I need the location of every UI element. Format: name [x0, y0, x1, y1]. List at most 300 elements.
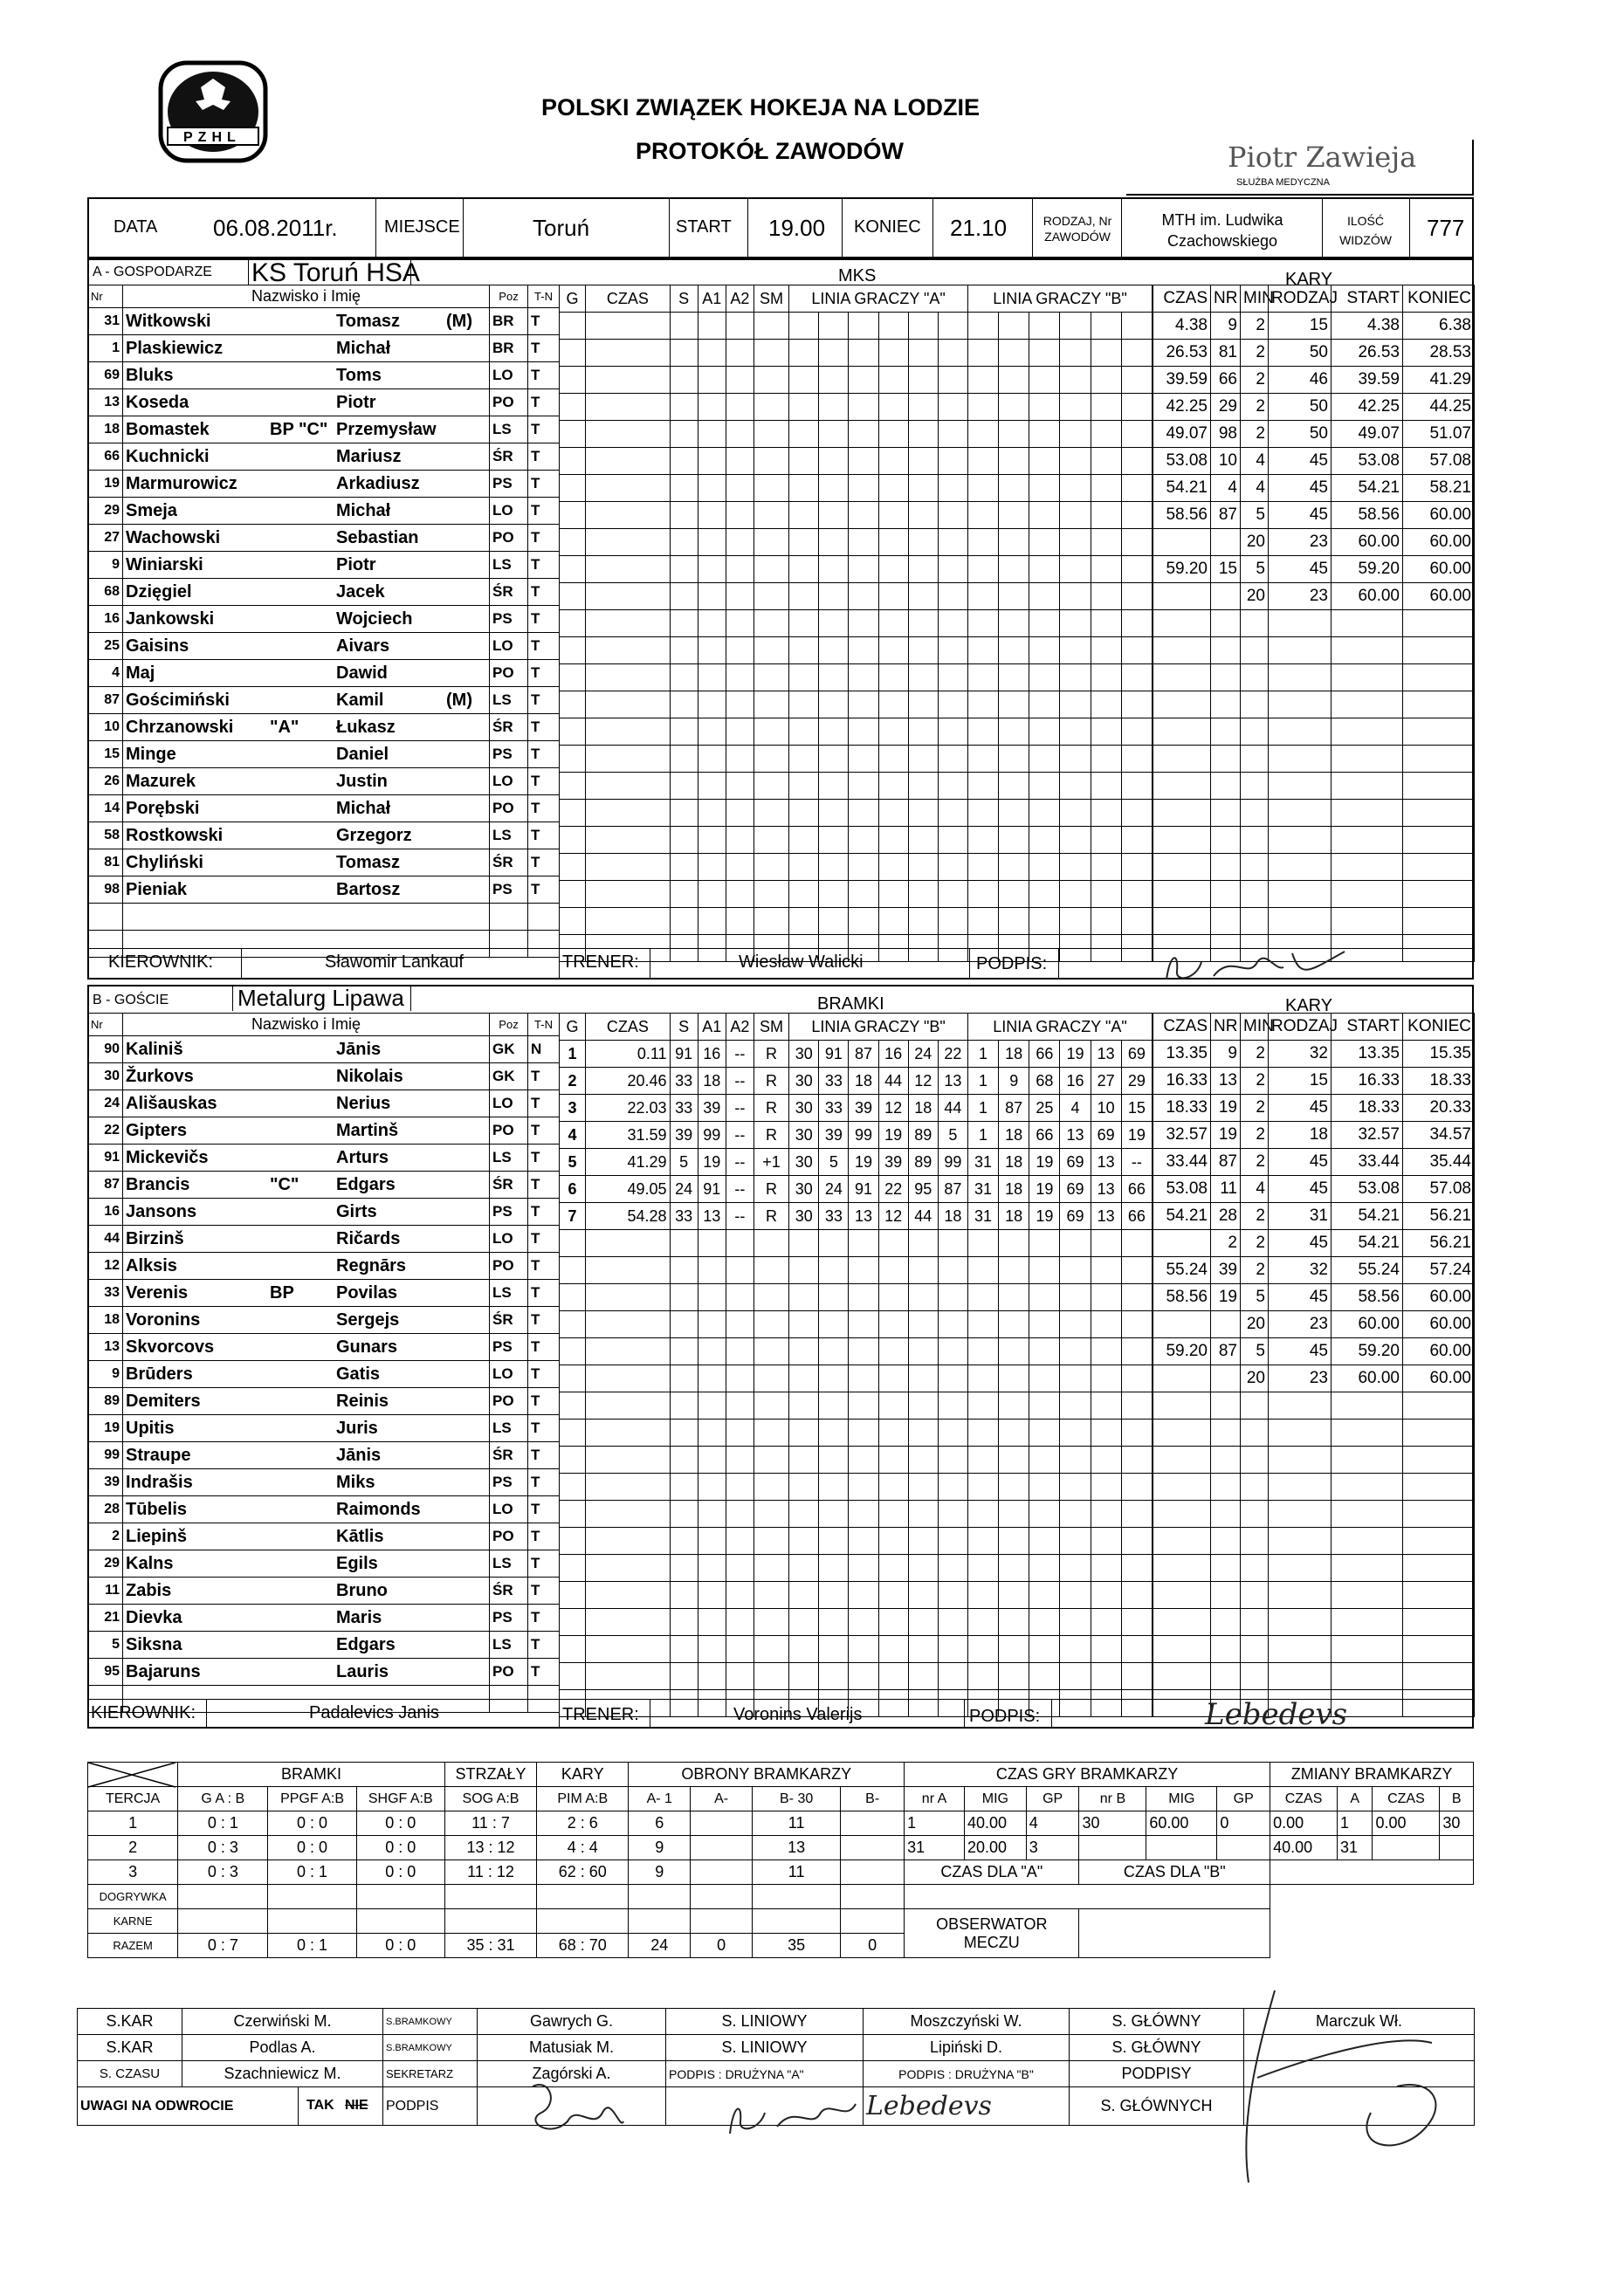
- team-a-player-mark: BP "C": [270, 419, 328, 439]
- team-a-goal-empty: [849, 448, 878, 475]
- team-b-pen-empty: [1332, 1609, 1403, 1636]
- team-a-goal-empty: [849, 610, 878, 637]
- team-b-goal-empty: [1121, 1636, 1152, 1663]
- team-a-pen-empty: [1153, 746, 1211, 773]
- team-b-goal-empty: [560, 1555, 586, 1582]
- team-b-penalty-row: [1153, 1474, 1475, 1501]
- team-a-goal-row: [560, 583, 1153, 610]
- team-a-goal-empty: [726, 502, 754, 529]
- team-a-goal-empty: [726, 340, 754, 367]
- team-a-goal-empty: [670, 881, 698, 908]
- team-b-goal-empty: [967, 1474, 998, 1501]
- team-a-empty-cell: [490, 931, 528, 958]
- team-b-pen-empty: [1153, 1609, 1211, 1636]
- team-b-col-poz: Poz: [490, 1014, 528, 1036]
- team-a-pen-min: 20: [1241, 583, 1269, 610]
- team-a-goal-empty: [999, 313, 1029, 340]
- team-a-goal-empty: [586, 367, 670, 394]
- team-b-goal-empty: [819, 1501, 849, 1528]
- team-a-pen-col-czas: CZAS: [1153, 285, 1211, 313]
- team-b-player-last: Bajaruns: [126, 1661, 201, 1681]
- team-a-goal-empty: [789, 637, 819, 664]
- pzhl-logo: [155, 59, 271, 164]
- team-b-player-poz: LS: [490, 1145, 528, 1172]
- team-a-goal-empty: [1029, 475, 1060, 502]
- team-b-goal-empty: [819, 1420, 849, 1447]
- team-a-pen-empty: [1241, 610, 1269, 637]
- team-b-goal-empty: [908, 1555, 938, 1582]
- team-a-goal-row: [560, 691, 1153, 718]
- team-a-pen-koniec: 41.29: [1403, 367, 1475, 394]
- team-b-pen-empty: [1153, 1447, 1211, 1474]
- team-a-player-row: [88, 525, 560, 552]
- team-b-goal-g: 5: [560, 1149, 586, 1176]
- team-b-goal-empty: [819, 1284, 849, 1311]
- team-b-goal-empty: [726, 1555, 754, 1582]
- team-a-goal-empty: [938, 800, 967, 827]
- team-a-pen-empty: [1332, 908, 1403, 935]
- team-a-penalty-row: [1153, 881, 1475, 908]
- team-b-penalty-row: [1153, 1068, 1475, 1095]
- team-b-goal-empty: [908, 1447, 938, 1474]
- team-a-pen-empty: [1211, 854, 1241, 881]
- team-a-player-first: Wojciech: [336, 608, 413, 629]
- team-b-goal-empty: [1091, 1230, 1121, 1257]
- team-b-pen-empty: [1332, 1501, 1403, 1528]
- team-b-goal-empty: [1091, 1311, 1121, 1338]
- team-a-pen-start: 58.56: [1332, 502, 1403, 529]
- team-b-goal-empty: [1060, 1528, 1091, 1555]
- team-b-goal-line-a: 91: [819, 1041, 849, 1068]
- team-b-player-first: Ričards: [336, 1228, 401, 1248]
- team-a-goal-empty: [938, 773, 967, 800]
- team-a-goal-empty: [908, 313, 938, 340]
- team-a-penalties: [1153, 285, 1475, 962]
- team-a-goal-empty: [726, 448, 754, 475]
- team-b-goal-empty: [670, 1392, 698, 1420]
- team-a-goal-empty: [1091, 773, 1121, 800]
- team-b-player-nr: 9: [88, 1361, 123, 1388]
- team-a-pen-empty: [1241, 691, 1269, 718]
- team-b-goal-line-a: 30: [789, 1149, 819, 1176]
- team-a-goal-empty: [698, 421, 726, 448]
- team-b-player-poz: LO: [490, 1361, 528, 1388]
- team-a-goal-empty: [908, 529, 938, 556]
- team-b-pen-empty: [1211, 1609, 1241, 1636]
- team-b-goal-empty: [967, 1420, 998, 1447]
- team-b-goal-empty: [789, 1420, 819, 1447]
- team-b-goal-empty: [698, 1609, 726, 1636]
- team-b-player-name: [123, 1632, 490, 1659]
- team-a-pen-col-rodzaj: RODZAJ: [1269, 285, 1332, 313]
- s-czasu-label: S. CZASU: [78, 2061, 182, 2087]
- team-a-goal-empty: [819, 800, 849, 827]
- team-a-goal-empty: [789, 313, 819, 340]
- team-b-goal-row: [560, 1636, 1153, 1663]
- team-b-goal-empty: [670, 1230, 698, 1257]
- team-a-goal-empty: [754, 854, 788, 881]
- team-b-player-name: [123, 1199, 490, 1226]
- team-b-pen-empty: [1269, 1392, 1332, 1420]
- team-a-goal-empty: [754, 448, 788, 475]
- team-a-goal-empty: [789, 854, 819, 881]
- team-a-goal-empty: [878, 448, 908, 475]
- team-a-goal-empty: [670, 610, 698, 637]
- team-b-col-name: Nazwisko i Imię: [123, 1014, 490, 1036]
- team-b-goal-empty: [670, 1257, 698, 1284]
- team-a-goal-empty: [967, 313, 998, 340]
- team-a-goal-empty: [1060, 908, 1091, 935]
- team-b-goal-empty: [754, 1338, 788, 1365]
- team-b-penalty-row: [1153, 1528, 1475, 1555]
- team-b-player-first: Reinis: [336, 1391, 389, 1411]
- summary-sh: 0 : 0: [356, 1860, 444, 1885]
- s-kar-2: Podlas A.: [182, 2035, 383, 2061]
- team-b-player-tn: T: [528, 1090, 560, 1117]
- summary-sog: 35 : 31: [444, 1934, 536, 1958]
- team-a-goal-empty: [999, 394, 1029, 421]
- team-a-goal-empty: [1091, 448, 1121, 475]
- team-a-player-first: Piotr: [336, 554, 376, 574]
- team-b-goal-empty: [726, 1311, 754, 1338]
- team-a-goal-empty: [967, 854, 998, 881]
- org-title: POLSKI ZWIĄZEK HOKEJA NA LODZIE: [541, 94, 981, 120]
- team-b-pen-empty: [1332, 1447, 1403, 1474]
- team-a-player-m: (M): [446, 311, 472, 331]
- team-b-pen-col-nr: NR: [1211, 1014, 1241, 1041]
- team-b-goal-empty: [999, 1392, 1029, 1420]
- start-value: 19.00: [768, 215, 826, 241]
- team-a-player-name: [123, 579, 490, 606]
- team-b-goal-empty: [789, 1284, 819, 1311]
- team-b-goal-empty: [560, 1257, 586, 1284]
- summary-sub-nrA: nr A: [905, 1787, 965, 1811]
- team-a-goal-empty: [754, 827, 788, 854]
- team-b-pen-empty: [1211, 1392, 1241, 1420]
- gk-change-c1: 40.00: [1270, 1836, 1338, 1860]
- team-b-pen-czas: 13.35: [1153, 1041, 1211, 1068]
- team-a-goal-empty: [1060, 313, 1091, 340]
- team-b-goal-empty: [849, 1420, 878, 1447]
- team-b-goal-empty: [1060, 1338, 1091, 1365]
- team-b-player-poz: LS: [490, 1550, 528, 1578]
- team-b-pen-koniec: 57.24: [1403, 1257, 1475, 1284]
- team-b-pen-empty: [1269, 1474, 1332, 1501]
- summary-ob2: [841, 1836, 905, 1860]
- team-a-goal-empty: [819, 421, 849, 448]
- team-a-player-first: Michał: [336, 338, 391, 358]
- team-b-goal-empty: [938, 1338, 967, 1365]
- team-b-goal-empty: [849, 1365, 878, 1392]
- team-b-goal-empty: [1060, 1365, 1091, 1392]
- team-b-goal-g: 6: [560, 1176, 586, 1203]
- team-a-pen-rodzaj: 23: [1269, 583, 1332, 610]
- team-b-goal-a2: --: [726, 1122, 754, 1149]
- team-a-pen-empty: [1269, 691, 1332, 718]
- summary-sub-pim: PIM A:B: [537, 1787, 629, 1811]
- team-a-goal-empty: [560, 746, 586, 773]
- team-b-goal-a1: 39: [698, 1095, 726, 1122]
- team-b-goal-empty: [560, 1663, 586, 1690]
- summary-ob1: [753, 1909, 841, 1934]
- team-b-player-poz: ŚR: [490, 1172, 528, 1199]
- team-a-goal-empty: [938, 908, 967, 935]
- team-a-player-nr: 66: [88, 443, 123, 471]
- team-b-pen-czas: 55.24: [1153, 1257, 1211, 1284]
- team-b-player-tn: T: [528, 1469, 560, 1496]
- team-b-player-last: Alksis: [126, 1255, 177, 1275]
- team-b-player-nr: 2: [88, 1523, 123, 1550]
- team-b-goal-empty: [754, 1582, 788, 1609]
- sekretarz-label: SEKRETARZ: [383, 2061, 478, 2087]
- team-b-pen-czas: 58.56: [1153, 1284, 1211, 1311]
- team-a-goal-empty: [878, 583, 908, 610]
- team-b-goal-a2: --: [726, 1149, 754, 1176]
- team-a-goal-empty: [789, 746, 819, 773]
- team-b-player-nr: 21: [88, 1605, 123, 1632]
- team-b-player-last: Verenis: [126, 1282, 189, 1303]
- team-a-pen-czas: 53.08: [1153, 448, 1211, 475]
- team-b-goal-empty: [789, 1636, 819, 1663]
- team-a-goal-empty: [1091, 881, 1121, 908]
- team-b-goal-empty: [967, 1365, 998, 1392]
- team-b-goal-line-b: 10: [1091, 1095, 1121, 1122]
- team-b-pen-koniec: 60.00: [1403, 1338, 1475, 1365]
- team-b-goal-line-b: 68: [1029, 1068, 1060, 1095]
- team-a-player-last: Wachowski: [126, 527, 221, 547]
- team-b-manager: Padalevics Janis: [309, 1703, 439, 1722]
- team-a-goal-empty: [1029, 313, 1060, 340]
- team-a-goal-empty: [849, 556, 878, 583]
- team-a-player-first: Tomasz: [336, 852, 400, 872]
- team-a-goal-empty: [967, 664, 998, 691]
- team-b-pen-koniec: 56.21: [1403, 1230, 1475, 1257]
- team-a-goal-empty: [878, 610, 908, 637]
- team-a-penalty-row: [1153, 502, 1475, 529]
- team-a-player-last: Winiarski: [126, 554, 203, 574]
- team-a-pen-czas: 54.21: [1153, 475, 1211, 502]
- team-a-goal-empty: [586, 556, 670, 583]
- team-a-player-first: Dawid: [336, 663, 388, 683]
- team-a-goal-empty: [560, 827, 586, 854]
- team-b-goal-line-a: 39: [849, 1095, 878, 1122]
- team-a-goal-empty: [560, 718, 586, 746]
- team-b-pen-col-czas: CZAS: [1153, 1014, 1211, 1041]
- team-b-goal-empty: [938, 1392, 967, 1420]
- team-b-pen-czas: [1153, 1311, 1211, 1338]
- team-b-goal-col-line-b: LINIA GRACZY "A": [967, 1014, 1152, 1041]
- team-a-goal-empty: [789, 908, 819, 935]
- team-b-goal-empty: [1121, 1690, 1152, 1717]
- team-a-player-nr: 69: [88, 362, 123, 389]
- team-a-goal-empty: [1121, 854, 1152, 881]
- team-b-goal-empty: [967, 1636, 998, 1663]
- sekretarz: Zagórski A.: [478, 2061, 666, 2087]
- team-a-pen-empty: [1332, 827, 1403, 854]
- team-a-pen-nr: 15: [1211, 556, 1241, 583]
- team-a-player-poz: LO: [490, 362, 528, 389]
- gk-time-empty: [905, 1885, 1270, 1909]
- team-a-pen-czas: [1153, 583, 1211, 610]
- team-a-pen-empty: [1403, 854, 1475, 881]
- team-b-player-first: Juris: [336, 1418, 378, 1438]
- team-b-goal-row: [560, 1555, 1153, 1582]
- team-a-pen-empty: [1153, 637, 1211, 664]
- team-b-goal-empty: [670, 1338, 698, 1365]
- team-a-player-last: Plaskiewicz: [126, 338, 224, 358]
- summary-ob1: 11: [753, 1860, 841, 1885]
- team-a-goal-empty: [789, 367, 819, 394]
- team-a-goal-empty: [967, 610, 998, 637]
- team-a-pen-empty: [1332, 664, 1403, 691]
- team-a-goal-empty: [938, 718, 967, 746]
- team-a-goal-empty: [849, 664, 878, 691]
- team-b-goal-row: [560, 1041, 1153, 1068]
- team-a-goal-empty: [698, 367, 726, 394]
- team-b-goal-empty: [1029, 1365, 1060, 1392]
- team-a-goal-empty: [878, 340, 908, 367]
- team-b-player-nr: 89: [88, 1388, 123, 1415]
- team-a-player-poz: ŚR: [490, 579, 528, 606]
- team-a-player-name: [123, 498, 490, 525]
- team-b-player-row: [88, 1415, 560, 1442]
- team-a-goal-empty: [698, 827, 726, 854]
- team-b-goal-empty: [586, 1311, 670, 1338]
- team-b-player-tn: T: [528, 1226, 560, 1253]
- team-b-goal-empty: [999, 1528, 1029, 1555]
- team-b-goal-empty: [938, 1501, 967, 1528]
- team-a-goal-empty: [999, 610, 1029, 637]
- team-b-goal-czas: 22.03: [586, 1095, 670, 1122]
- team-a-player-tn: T: [528, 498, 560, 525]
- team-b-goal-col-g: G: [560, 1014, 586, 1041]
- team-a-goal-empty: [967, 800, 998, 827]
- team-b-goal-empty: [586, 1284, 670, 1311]
- team-b-goal-line-a: 5: [938, 1122, 967, 1149]
- team-a-goal-empty: [967, 583, 998, 610]
- team-b-player-tn: T: [528, 1523, 560, 1550]
- summary-h-obrony: OBRONY BRAMKARZY: [629, 1763, 905, 1787]
- team-a-goal-empty: [726, 691, 754, 718]
- team-b-pen-czas: 53.08: [1153, 1176, 1211, 1203]
- team-a-pen-koniec: 6.38: [1403, 313, 1475, 340]
- team-a-goal-empty: [560, 556, 586, 583]
- team-b-goal-empty: [1029, 1555, 1060, 1582]
- team-b-goal-empty: [878, 1338, 908, 1365]
- team-b-player-name: [123, 1253, 490, 1280]
- team-b-goal-empty: [819, 1447, 849, 1474]
- team-b-player-first: Kātlis: [336, 1526, 384, 1546]
- team-a-goal-empty: [1060, 881, 1091, 908]
- team-b-goal-empty: [586, 1392, 670, 1420]
- team-b-pen-empty: [1153, 1690, 1211, 1717]
- team-b-goal-empty: [999, 1420, 1029, 1447]
- team-a-player-mark: "A": [270, 717, 299, 737]
- team-b-goal-row: [560, 1447, 1153, 1474]
- team-b-goal-row: [560, 1392, 1153, 1420]
- team-a-goal-empty: [819, 475, 849, 502]
- team-a-goal-empty: [560, 773, 586, 800]
- team-b-goal-empty: [789, 1555, 819, 1582]
- team-a-goal-empty: [754, 421, 788, 448]
- team-b-goal-empty: [849, 1636, 878, 1663]
- team-b-goal-empty: [698, 1311, 726, 1338]
- team-a-goal-empty: [1121, 746, 1152, 773]
- team-a-goal-empty: [1121, 502, 1152, 529]
- team-b-goal-line-a: 33: [819, 1068, 849, 1095]
- team-a-goal-empty: [560, 664, 586, 691]
- team-b-goal-line-a: 89: [908, 1149, 938, 1176]
- team-a-goal-empty: [698, 908, 726, 935]
- team-b-pen-empty: [1403, 1663, 1475, 1690]
- team-b-goal-line-b: 19: [1029, 1149, 1060, 1176]
- team-b-player-row: [88, 1226, 560, 1253]
- summary-sub-zc1: CZAS: [1270, 1787, 1338, 1811]
- team-b-goal-empty: [1060, 1447, 1091, 1474]
- team-a-pen-rodzaj: 45: [1269, 556, 1332, 583]
- team-b-goal-empty: [1091, 1392, 1121, 1420]
- team-b-goal-row: [560, 1122, 1153, 1149]
- team-b-goal-empty: [1060, 1555, 1091, 1582]
- team-a-pen-nr: 29: [1211, 394, 1241, 421]
- gk-time-gpB: [1217, 1836, 1270, 1860]
- date-label: DATA: [114, 217, 158, 237]
- team-a-pen-koniec: 51.07: [1403, 421, 1475, 448]
- team-a-goal-empty: [586, 448, 670, 475]
- team-a-goal-empty: [726, 367, 754, 394]
- team-b-goal-empty: [819, 1338, 849, 1365]
- team-a-goal-empty: [670, 664, 698, 691]
- team-b-pen-min: 4: [1241, 1176, 1269, 1203]
- team-a-pen-min: 2: [1241, 340, 1269, 367]
- team-a-pen-start: 53.08: [1332, 448, 1403, 475]
- team-b-goal-line-b: 31: [967, 1203, 998, 1230]
- gk-time-migA: 40.00: [964, 1811, 1026, 1836]
- team-b-goal-empty: [908, 1690, 938, 1717]
- team-a-pen-czas: 26.53: [1153, 340, 1211, 367]
- team-b-pen-empty: [1153, 1555, 1211, 1582]
- team-a-player-row: [88, 443, 560, 471]
- team-a-goal-empty: [670, 340, 698, 367]
- team-a-goal-empty: [849, 637, 878, 664]
- team-b-penalty-title: KARY: [1285, 996, 1333, 1015]
- team-a-goal-empty: [560, 502, 586, 529]
- team-b-goal-line-a: 91: [849, 1176, 878, 1203]
- team-a-goal-row: [560, 448, 1153, 475]
- team-a-goal-empty: [999, 340, 1029, 367]
- team-a-player-row: [88, 335, 560, 362]
- team-a-empty-cell: [88, 904, 123, 931]
- team-b-goal-col-s: S: [670, 1014, 698, 1041]
- team-b-player-last: Straupe: [126, 1445, 191, 1465]
- team-a-goal-empty: [1029, 773, 1060, 800]
- team-b-goal-empty: [819, 1230, 849, 1257]
- team-a-pen-start: 39.59: [1332, 367, 1403, 394]
- team-b-goal-empty: [789, 1311, 819, 1338]
- team-b-player-row: [88, 1578, 560, 1605]
- summary-pim: 4 : 4: [537, 1836, 629, 1860]
- team-b-player-last: Ališauskas: [126, 1093, 217, 1113]
- team-b-pen-min: 2: [1241, 1068, 1269, 1095]
- team-b-pen-col-start: START: [1332, 1014, 1403, 1041]
- team-a-name: KS Toruń HSA: [251, 258, 420, 287]
- venue-value: MTH im. Ludwika Czachowskiego: [1161, 211, 1283, 250]
- summary-ga: 0 : 3: [178, 1860, 268, 1885]
- team-a-goal-empty: [560, 691, 586, 718]
- team-b-player-row: [88, 1388, 560, 1415]
- team-b-goal-row: [560, 1501, 1153, 1528]
- team-b-player-nr: 39: [88, 1469, 123, 1496]
